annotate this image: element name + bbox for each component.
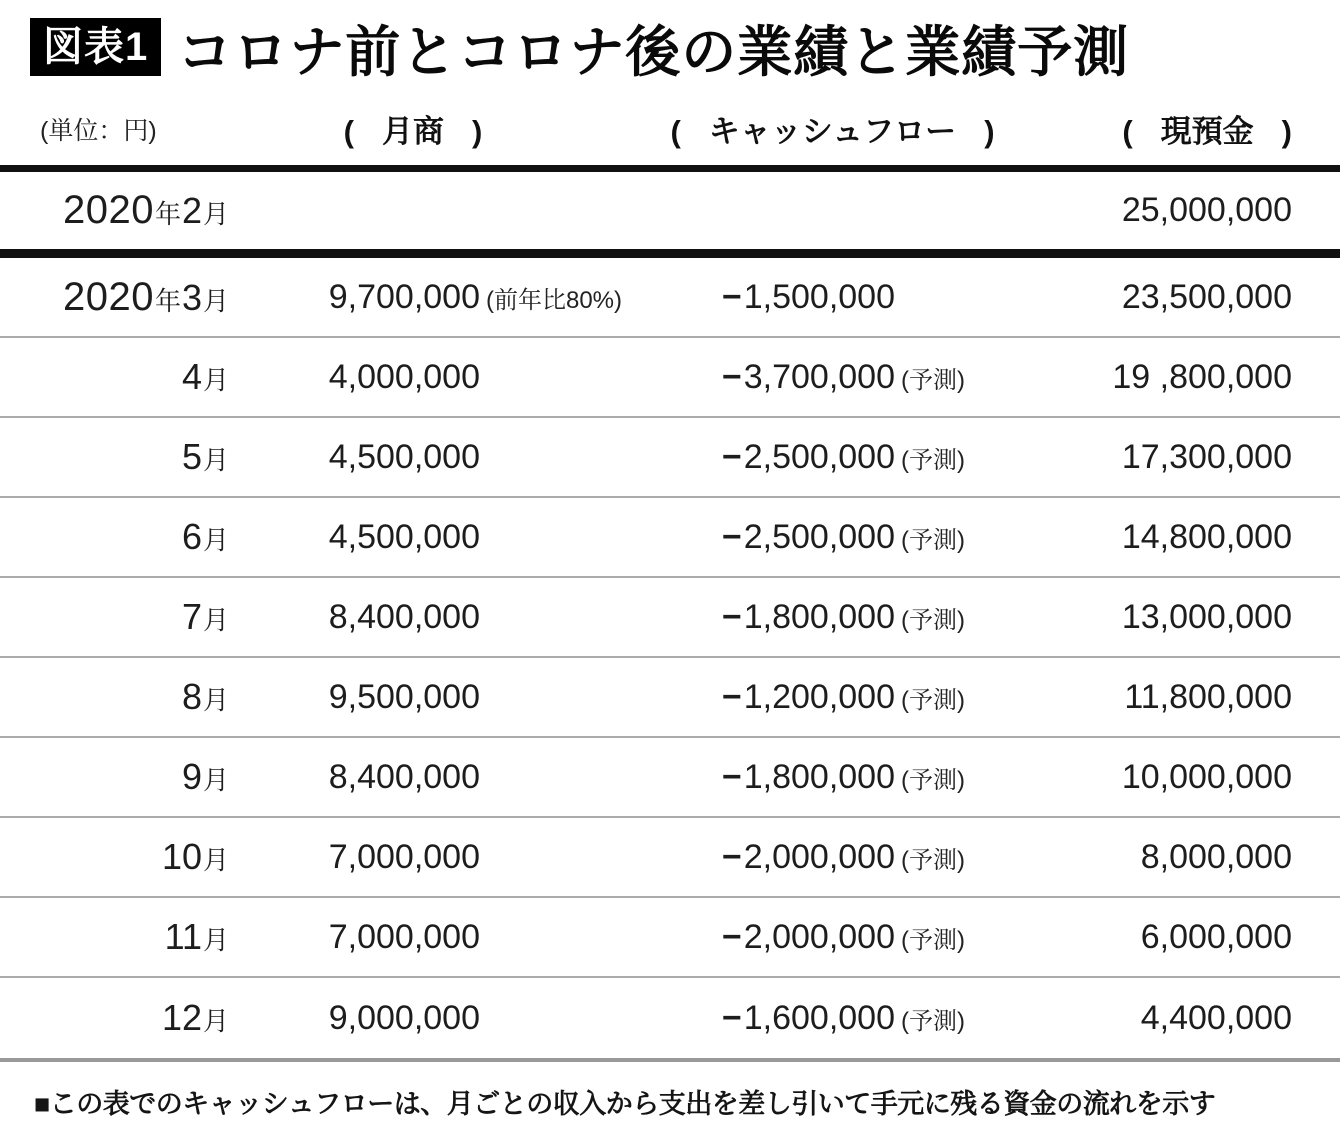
month-label-segment: 月: [202, 765, 229, 795]
figure-badge: 図表1: [30, 18, 161, 76]
month-label-segment: 月: [202, 445, 229, 475]
cashflow-cell: [660, 278, 1005, 317]
month-label-segment: 月: [202, 925, 229, 955]
paren-open: (: [1122, 114, 1133, 149]
month-label-segment: 2020: [62, 274, 154, 319]
month-cell: [40, 188, 230, 233]
month-cell: [40, 997, 230, 1039]
month-label-segment: 11: [164, 916, 202, 957]
paren-open: (: [670, 114, 681, 149]
cashflow-cell: [660, 518, 1005, 557]
performance-table: [0, 92, 1340, 1062]
sales-cell: [230, 758, 660, 797]
month-label-segment: 9: [181, 756, 202, 797]
cashflow-note: (予測): [901, 686, 965, 714]
month-label-segment: 3: [181, 276, 202, 318]
cash-value: 11,800,000: [1124, 677, 1292, 716]
month-label-segment: 10: [161, 836, 202, 877]
cashflow-value: 1,600,000: [743, 998, 895, 1037]
minus-sign: −: [721, 517, 742, 556]
minus-sign: −: [721, 837, 742, 876]
unit-label: (単位：円): [40, 116, 157, 145]
sales-cell: [230, 438, 660, 477]
cashflow-note: (予測): [901, 926, 965, 954]
sales-value: 4,500,000: [328, 437, 480, 476]
figure-title-row: [30, 16, 1340, 83]
cashflow-value: 1,500,000: [743, 277, 895, 316]
month-cell: [40, 436, 230, 478]
minus-sign: −: [721, 998, 742, 1037]
cash-value: 4,400,000: [1140, 998, 1292, 1037]
cash-value: 13,000,000: [1121, 597, 1292, 636]
cashflow-cell: [660, 678, 1005, 717]
table-row: [0, 658, 1340, 738]
month-cell: [40, 275, 230, 320]
sales-value: 7,000,000: [328, 837, 480, 876]
cashflow-cell: [660, 598, 1005, 637]
month-label-segment: 4: [181, 356, 202, 397]
table-row: [0, 418, 1340, 498]
cash-value: 25,000,000: [1121, 191, 1292, 229]
paren-close: ): [1281, 114, 1292, 149]
cashflow-note: (予測): [901, 366, 965, 394]
table-row: [0, 338, 1340, 418]
page-title: コロナ前とコロナ後の業績と業績予測: [177, 20, 1130, 83]
cashflow-cell: [660, 838, 1005, 877]
month-label-segment: 月: [202, 525, 229, 555]
cashflow-value: 2,500,000: [743, 517, 895, 556]
cash-value: 10,000,000: [1121, 757, 1292, 796]
table-row: [0, 978, 1340, 1058]
table-body: [0, 172, 1340, 1062]
sales-cell: [230, 678, 660, 717]
cashflow-note: (予測): [901, 1007, 965, 1035]
month-label-segment: 7: [181, 596, 202, 637]
cashflow-note: (予測): [901, 846, 965, 874]
table-row: [0, 578, 1340, 658]
sales-value: 4,500,000: [328, 517, 480, 556]
sales-value: 9,700,000: [328, 277, 480, 316]
month-label-segment: 6: [181, 516, 202, 557]
footnote: ■この表でのキャッシュフローは、月ごとの収入から支出を差し引いて手元に残る資金の流れを示す: [34, 1089, 1216, 1119]
table-row: [0, 738, 1340, 818]
cashflow-cell: [660, 358, 1005, 397]
sales-value: 7,000,000: [328, 917, 480, 956]
table-header-row: [0, 92, 1340, 172]
minus-sign: −: [721, 917, 742, 956]
cashflow-value: 1,200,000: [743, 677, 895, 716]
cash-value: 23,500,000: [1121, 277, 1292, 316]
sales-cell: [230, 278, 660, 317]
month-label-segment: 月: [202, 1006, 229, 1036]
column-header-cash-deposits: [1122, 106, 1292, 151]
month-label-segment: 8: [181, 676, 202, 717]
sales-cell: [230, 358, 660, 397]
cashflow-note: (予測): [901, 766, 965, 794]
month-cell: [40, 836, 230, 878]
cash-value: 8,000,000: [1140, 837, 1292, 876]
column-header-label: 現預金: [1160, 114, 1254, 149]
column-header-monthly-sales: [344, 106, 547, 151]
month-cell: [40, 676, 230, 718]
month-label-segment: 月: [202, 685, 229, 715]
paren-close: ): [472, 114, 483, 149]
cash-value: 19 ,800,000: [1112, 357, 1292, 396]
sales-cell: [230, 518, 660, 557]
cashflow-cell: [660, 758, 1005, 797]
sales-value: 9,500,000: [328, 677, 480, 716]
month-cell: [40, 356, 230, 398]
column-header-cashflow: [670, 106, 994, 151]
cashflow-note: (予測): [901, 606, 965, 634]
cashflow-note: (予測): [901, 526, 965, 554]
month-cell: [40, 756, 230, 798]
month-label-segment: 月: [202, 285, 229, 316]
minus-sign: −: [721, 277, 742, 316]
cashflow-value: 2,000,000: [743, 837, 895, 876]
cashflow-value: 2,500,000: [743, 437, 895, 476]
month-label-segment: 2020: [62, 188, 154, 232]
minus-sign: −: [721, 357, 742, 396]
month-label-segment: 5: [181, 436, 202, 477]
table-row: [0, 258, 1340, 338]
column-header-label: 月商: [382, 114, 444, 149]
sales-cell: [230, 838, 660, 877]
month-label-segment: 年: [154, 285, 181, 316]
month-label-segment: 12: [161, 997, 202, 1038]
cashflow-value: 3,700,000: [743, 357, 895, 396]
month-cell: [40, 916, 230, 958]
cashflow-value: 2,000,000: [743, 917, 895, 956]
paren-close: ): [984, 114, 995, 149]
cashflow-cell: [660, 918, 1005, 957]
month-label-segment: 年: [154, 199, 181, 229]
month-cell: [40, 596, 230, 638]
table-row: [0, 172, 1340, 258]
cashflow-cell: [660, 191, 1005, 230]
month-label-segment: 月: [202, 845, 229, 875]
sales-note: (前年比80%): [486, 286, 623, 314]
cashflow-value: 1,800,000: [743, 597, 895, 636]
sales-value: 4,000,000: [328, 357, 480, 396]
minus-sign: −: [721, 437, 742, 476]
cashflow-value: 1,800,000: [743, 757, 895, 796]
minus-sign: −: [721, 597, 742, 636]
cashflow-cell: [660, 999, 1005, 1038]
sales-value: 8,400,000: [328, 597, 480, 636]
cash-value: 6,000,000: [1140, 917, 1292, 956]
sales-cell: [230, 918, 660, 957]
month-label-segment: 月: [202, 605, 229, 635]
sales-cell: [230, 598, 660, 637]
cashflow-cell: [660, 438, 1005, 477]
minus-sign: −: [721, 757, 742, 796]
column-header-label: キャッシュフロー: [708, 114, 957, 149]
cashflow-note: (予測): [901, 446, 965, 474]
table-row: [0, 498, 1340, 578]
month-cell: [40, 516, 230, 558]
table-row: [0, 898, 1340, 978]
sales-value: 8,400,000: [328, 757, 480, 796]
cash-value: 17,300,000: [1121, 437, 1292, 476]
sales-value: 9,000,000: [328, 998, 480, 1037]
month-label-segment: 月: [202, 365, 229, 395]
sales-cell: [230, 999, 660, 1038]
paren-open: (: [343, 114, 354, 149]
month-label-segment: 月: [202, 199, 229, 229]
cash-value: 14,800,000: [1121, 517, 1292, 556]
month-label-segment: 2: [181, 190, 202, 231]
minus-sign: −: [721, 677, 742, 716]
table-row: [0, 818, 1340, 898]
